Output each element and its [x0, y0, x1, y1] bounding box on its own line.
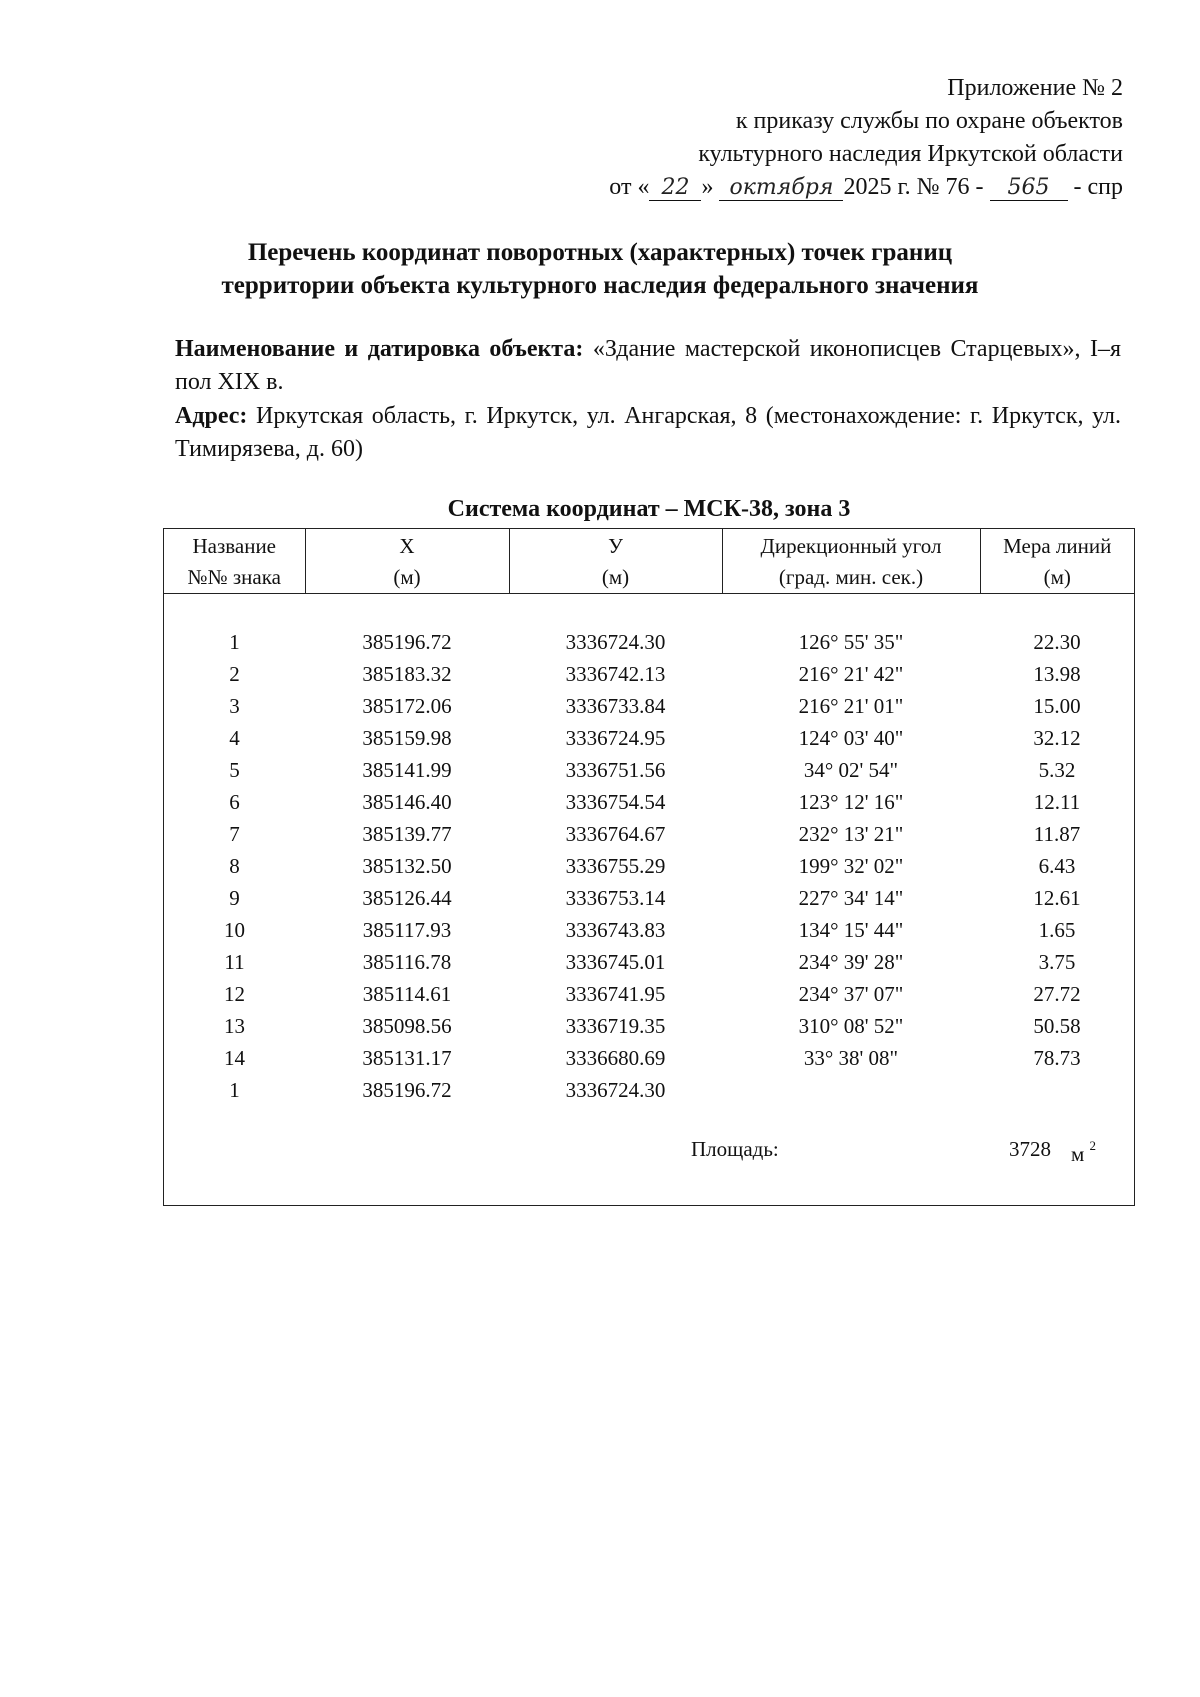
table-row [164, 850, 1134, 882]
cell-line-length: 12.61 [1033, 886, 1081, 910]
cell-x: 385139.77 [362, 822, 452, 846]
cell-bearing: 126° 55' 35" [798, 630, 904, 654]
cell-bearing: 134° 15' 44" [798, 918, 904, 942]
object-address-paragraph [175, 400, 1121, 466]
cell-bearing: 216° 21' 42" [798, 662, 904, 686]
appendix-line-2: к приказу службы по охране объектов [735, 108, 1123, 134]
cell-point-name: 5 [229, 758, 240, 782]
cell-line-length: 50.58 [1033, 1014, 1081, 1038]
cell-point-name: 13 [224, 1014, 245, 1038]
title-line-1: Перечень координат поворотных (характерных) точек границ [247, 239, 953, 266]
object-name-label: Наименование и датировка объекта: [175, 336, 584, 362]
table-row [164, 882, 1134, 914]
cell-bearing [722, 1074, 980, 1106]
cell-bearing: 232° 13' 21" [798, 822, 904, 846]
object-name-value: «Здание мастерской иконописцев Старцевых», I–я пол XIX в. [175, 336, 1121, 395]
area-value: 3728 [1009, 1137, 1051, 1161]
cell-y: 3336680.69 [565, 1046, 666, 1070]
cell-line-length: 6.43 [1038, 854, 1076, 878]
cell-x: 385141.99 [362, 758, 452, 782]
header-line-length: Мера линий (м) [980, 529, 1134, 594]
cell-x: 385183.32 [362, 662, 452, 686]
cell-point-name: 12 [224, 982, 245, 1006]
table-spacer-row [164, 594, 1134, 627]
cell-x: 385146.40 [362, 790, 452, 814]
object-address-value: Иркутская область, г. Иркутск, ул. Ангарская, 8 (местонахождение: г. Иркутск, ул. Тимирязева, д. 60) [175, 403, 1122, 462]
cell-bearing: 34° 02' 54" [803, 758, 899, 782]
cell-y: 3336733.84 [565, 694, 666, 718]
table-row [164, 754, 1134, 786]
header-bearing: Дирекционный угол (град. мин. сек.) [722, 529, 980, 594]
order-year-part: 2025 г. № 76 - [843, 174, 984, 200]
header-point-name: Название №№ знака [164, 529, 305, 594]
cell-y: 3336754.54 [565, 790, 666, 814]
cell-bearing: 227° 34' 14" [798, 886, 904, 910]
cell-x: 385131.17 [362, 1046, 452, 1070]
cell-bearing: 216° 21' 01" [798, 694, 904, 718]
handwritten-month: октября [719, 176, 843, 201]
cell-bearing: 310° 08' 52" [798, 1014, 904, 1038]
table-row [164, 1042, 1134, 1074]
cell-point-name: 6 [229, 790, 240, 814]
table-row [164, 722, 1134, 754]
cell-x: 385172.06 [362, 694, 452, 718]
cell-y: 3336724.95 [565, 726, 666, 750]
area-label: Площадь: [691, 1137, 779, 1161]
cell-point-name: 7 [229, 822, 240, 846]
table-row [164, 1074, 1134, 1106]
cell-line-length: 32.12 [1033, 726, 1081, 750]
cell-x: 385117.93 [362, 918, 452, 942]
table-row [164, 658, 1134, 690]
table-header-row [164, 529, 1134, 594]
cell-x: 385114.61 [362, 982, 452, 1006]
object-name-paragraph [175, 333, 1121, 399]
cell-line-length [980, 1074, 1134, 1106]
cell-point-name: 1 [229, 1078, 240, 1102]
cell-bearing: 199° 32' 02" [798, 854, 904, 878]
cell-y: 3336743.83 [565, 918, 666, 942]
cell-point-name: 9 [229, 886, 240, 910]
table-row [164, 786, 1134, 818]
handwritten-day: 22 [649, 176, 701, 201]
table-row [164, 626, 1134, 658]
table-row [164, 946, 1134, 978]
cell-y: 3336753.14 [565, 886, 666, 910]
cell-point-name: 1 [229, 630, 240, 654]
table-body [164, 594, 1134, 1107]
handwritten-order-number: 565 [990, 176, 1068, 201]
area-row [164, 1129, 1134, 1169]
cell-x: 385196.72 [362, 1078, 452, 1102]
table-row [164, 690, 1134, 722]
cell-y: 3336755.29 [565, 854, 666, 878]
table-caption: Система координат – МСК-38, зона 3 [447, 496, 851, 522]
coordinates-table-frame [163, 528, 1135, 1206]
cell-line-length: 22.30 [1033, 630, 1081, 654]
cell-y: 3336742.13 [565, 662, 666, 686]
cell-y: 3336764.67 [565, 822, 666, 846]
table-row [164, 818, 1134, 850]
title-line-2: территории объекта культурного наследия федерального значения [221, 272, 979, 299]
cell-bearing: 33° 38' 08" [803, 1046, 899, 1070]
cell-line-length: 15.00 [1033, 694, 1081, 718]
order-suffix: - спр [1073, 174, 1123, 200]
cell-y: 3336719.35 [565, 1014, 666, 1038]
cell-x: 385116.78 [362, 950, 452, 974]
cell-y: 3336724.30 [565, 630, 666, 654]
cell-line-length: 3.75 [1038, 950, 1076, 974]
header-y: У (м) [509, 529, 722, 594]
cell-bearing: 123° 12' 16" [798, 790, 904, 814]
appendix-line-1: Приложение № 2 [947, 75, 1123, 101]
cell-x: 385196.72 [362, 630, 452, 654]
table-row [164, 914, 1134, 946]
cell-bearing: 234° 37' 07" [798, 982, 904, 1006]
object-address-label: Адрес: [175, 403, 248, 429]
cell-bearing: 124° 03' 40" [798, 726, 904, 750]
cell-x: 385132.50 [362, 854, 452, 878]
cell-point-name: 2 [229, 662, 240, 686]
cell-line-length: 13.98 [1033, 662, 1081, 686]
appendix-line-3: культурного наследия Иркутской области [698, 141, 1123, 167]
cell-x: 385126.44 [362, 886, 452, 910]
cell-x: 385098.56 [362, 1014, 452, 1038]
document-title [150, 236, 1050, 302]
header-x: X (м) [305, 529, 509, 594]
date-prefix: от « [609, 174, 650, 200]
cell-line-length: 5.32 [1038, 758, 1076, 782]
cell-line-length: 1.65 [1038, 918, 1076, 942]
cell-point-name: 8 [229, 854, 240, 878]
cell-line-length: 12.11 [1033, 790, 1081, 814]
appendix-header [423, 72, 1123, 204]
cell-y: 3336741.95 [565, 982, 666, 1006]
coordinates-table [164, 529, 1134, 1106]
appendix-order-line [423, 171, 1123, 204]
table-row [164, 1010, 1134, 1042]
cell-y: 3336745.01 [565, 950, 666, 974]
cell-point-name: 14 [224, 1046, 245, 1070]
area-unit: м $^2$ [1071, 1138, 1097, 1166]
cell-point-name: 11 [224, 950, 245, 974]
cell-y: 3336724.30 [565, 1078, 666, 1102]
cell-point-name: 3 [229, 694, 240, 718]
date-quote-close: » [701, 174, 714, 200]
cell-x: 385159.98 [362, 726, 452, 750]
table-row [164, 978, 1134, 1010]
cell-line-length: 11.87 [1033, 822, 1081, 846]
cell-line-length: 78.73 [1033, 1046, 1081, 1070]
cell-y: 3336751.56 [565, 758, 666, 782]
cell-point-name: 10 [224, 918, 245, 942]
cell-bearing: 234° 39' 28" [798, 950, 904, 974]
cell-line-length: 27.72 [1033, 982, 1081, 1006]
cell-point-name: 4 [229, 726, 240, 750]
